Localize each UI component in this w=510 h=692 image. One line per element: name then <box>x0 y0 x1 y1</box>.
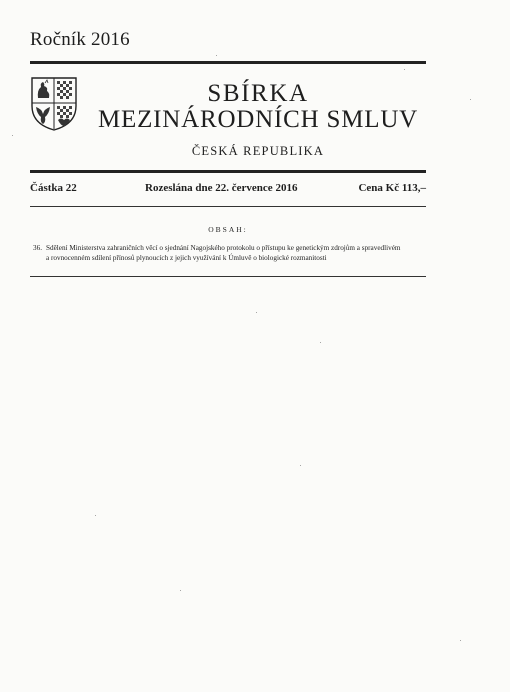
country-name: ČESKÁ REPUBLIKA <box>191 144 325 158</box>
contents-heading: OBSAH: <box>208 225 248 234</box>
czech-state-coat-of-arms-icon <box>30 76 78 132</box>
header-bottom-divider <box>30 170 426 173</box>
contents-item-text <box>46 243 426 263</box>
top-divider <box>30 61 426 64</box>
contents-bottom-divider <box>30 276 426 277</box>
volume-year: Ročník 2016 <box>30 29 130 50</box>
contents-item-number: 36. <box>33 244 42 252</box>
contents-item-line1: Sdělení Ministerstva zahraničních věcí o sjednání Nagojského protokolu o přístupu ke genetickým zdrojům a spravedlivém <box>46 244 401 252</box>
issue-part: Částka 22 <box>30 182 77 194</box>
contents-item-line2: a rovnocenném sdílení přínosů plynoucích z jejich využívání k Úmluvě o biologické rozmanitosti <box>46 254 327 262</box>
collection-title-line2: MEZINÁRODNÍCH SMLUV <box>97 106 419 133</box>
issue-release-date: Rozeslána dne 22. července 2016 <box>145 182 298 194</box>
collection-title-line1: SBÍRKA <box>207 80 309 107</box>
meta-divider <box>30 206 426 207</box>
issue-price: Cena Kč 113,– <box>358 182 426 194</box>
